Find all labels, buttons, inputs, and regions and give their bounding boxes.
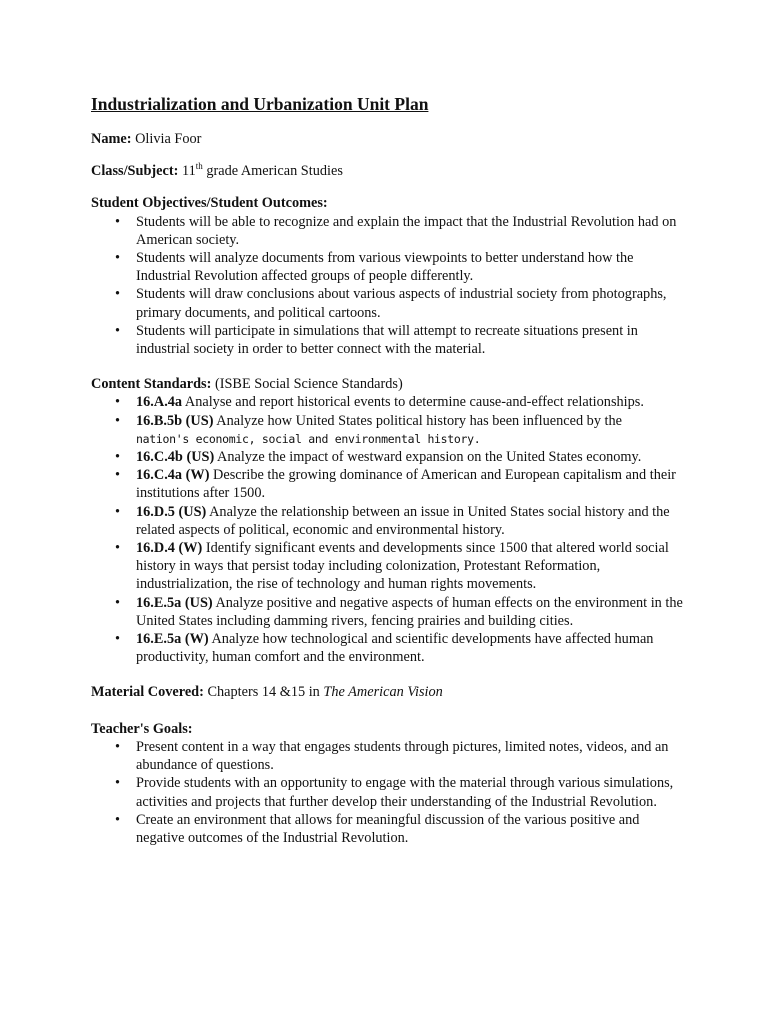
standard-code: 16.C.4a (W) xyxy=(136,467,210,484)
standard-text: Analyse and report historical events to determine cause-and-effect relationships. xyxy=(184,394,644,411)
objectives-section xyxy=(91,194,691,358)
list-item xyxy=(91,412,691,448)
material-field xyxy=(91,683,691,701)
list-item xyxy=(91,539,691,594)
list-item: • Create an environment that allows for meaningful discussion of the various positive and negative outcomes of the Industrial Revolution. xyxy=(91,811,691,847)
standard-text: Analyze how technological and scientific developments have affected human productivity, human comfort and the environment. xyxy=(136,631,654,666)
goals-list xyxy=(91,738,691,847)
list-item: • Present content in a way that engages students through pictures, limited notes, videos, and an abundance of questions. xyxy=(91,738,691,774)
standard-code: 16.E.5a (US) xyxy=(136,594,213,611)
name-field xyxy=(91,130,691,148)
material-label: Material Covered: xyxy=(91,684,204,701)
standards-heading-line xyxy=(91,375,691,393)
list-item: • Students will be able to recognize and explain the impact that the Industrial Revolution had on American society. xyxy=(91,213,691,249)
grade-suffix: th xyxy=(195,161,203,172)
list-item xyxy=(91,393,691,411)
material-value: Chapters 14 &15 in xyxy=(207,684,320,701)
standard-code: 16.C.4b (US) xyxy=(136,449,215,466)
list-item: • Students will draw conclusions about various aspects of industrial society from photographs, primary documents, and political cartoons. xyxy=(91,285,691,321)
standard-code: 16.D.5 (US) xyxy=(136,503,207,520)
standards-heading: Content Standards: xyxy=(91,376,212,393)
list-item: • Students will participate in simulations that will attempt to recreate situations present in industrial society in order to better connect with the material. xyxy=(91,322,691,358)
standard-code: 16.B.5b (US) xyxy=(136,412,214,429)
name-label: Name: xyxy=(91,131,132,147)
standard-text-continued: nation's economic, social and environmental history. xyxy=(136,431,481,446)
list-item: • Students will analyze documents from various viewpoints to better understand how the Industrial Revolution affected groups of people differently. xyxy=(91,249,691,285)
name-value: Olivia Foor xyxy=(135,131,202,147)
list-item xyxy=(91,503,691,539)
standard-text: Analyze how United States political history has been influenced by the xyxy=(216,412,623,429)
class-subject-label: Class/Subject: xyxy=(91,163,179,180)
objectives-list xyxy=(91,213,691,359)
page-title: Industrialization and Urbanization Unit Plan xyxy=(91,94,429,114)
goals-heading: Teacher's Goals: xyxy=(91,720,193,737)
list-item xyxy=(91,466,691,502)
standard-code: 16.A.4a xyxy=(136,394,183,411)
document-body xyxy=(91,92,691,864)
standards-list xyxy=(91,393,691,666)
standards-section xyxy=(91,375,691,666)
list-item: • Provide students with an opportunity to engage with the material through various simulations, activities and projects that further develop their understanding of the Industrial Revolution. xyxy=(91,774,691,810)
class-subject-value: grade American Studies xyxy=(206,163,343,180)
standard-code: 16.E.5a (W) xyxy=(136,631,209,648)
list-item xyxy=(91,448,691,466)
standard-text: Describe the growing dominance of American and European capitalism and their institutions after 1500. xyxy=(136,467,676,502)
standard-text: Identify significant events and developments since 1500 that altered world social history in ways that persist today including colonization, Protestant Reformation, industrialization, the rise of technology and human rights movements. xyxy=(136,540,669,593)
list-item xyxy=(91,594,691,630)
standard-text: Analyze positive and negative aspects of human effects on the environment in the United States including damming rivers, fencing prairies and building cities. xyxy=(136,594,683,629)
standard-code: 16.D.4 (W) xyxy=(136,540,203,557)
book-title: The American Vision xyxy=(323,684,443,701)
standard-text: Analyze the impact of westward expansion on the United States economy. xyxy=(217,449,642,466)
class-subject-field xyxy=(91,162,691,180)
grade-number: 11 xyxy=(181,163,196,180)
goals-section xyxy=(91,720,691,847)
list-item xyxy=(91,630,691,666)
standard-text: Analyze the relationship between an issue in United States social history and the related aspects of political, economic and environmental history. xyxy=(136,503,670,538)
standards-heading-note: (ISBE Social Science Standards) xyxy=(214,376,403,393)
objectives-heading: Student Objectives/Student Outcomes: xyxy=(91,195,328,212)
